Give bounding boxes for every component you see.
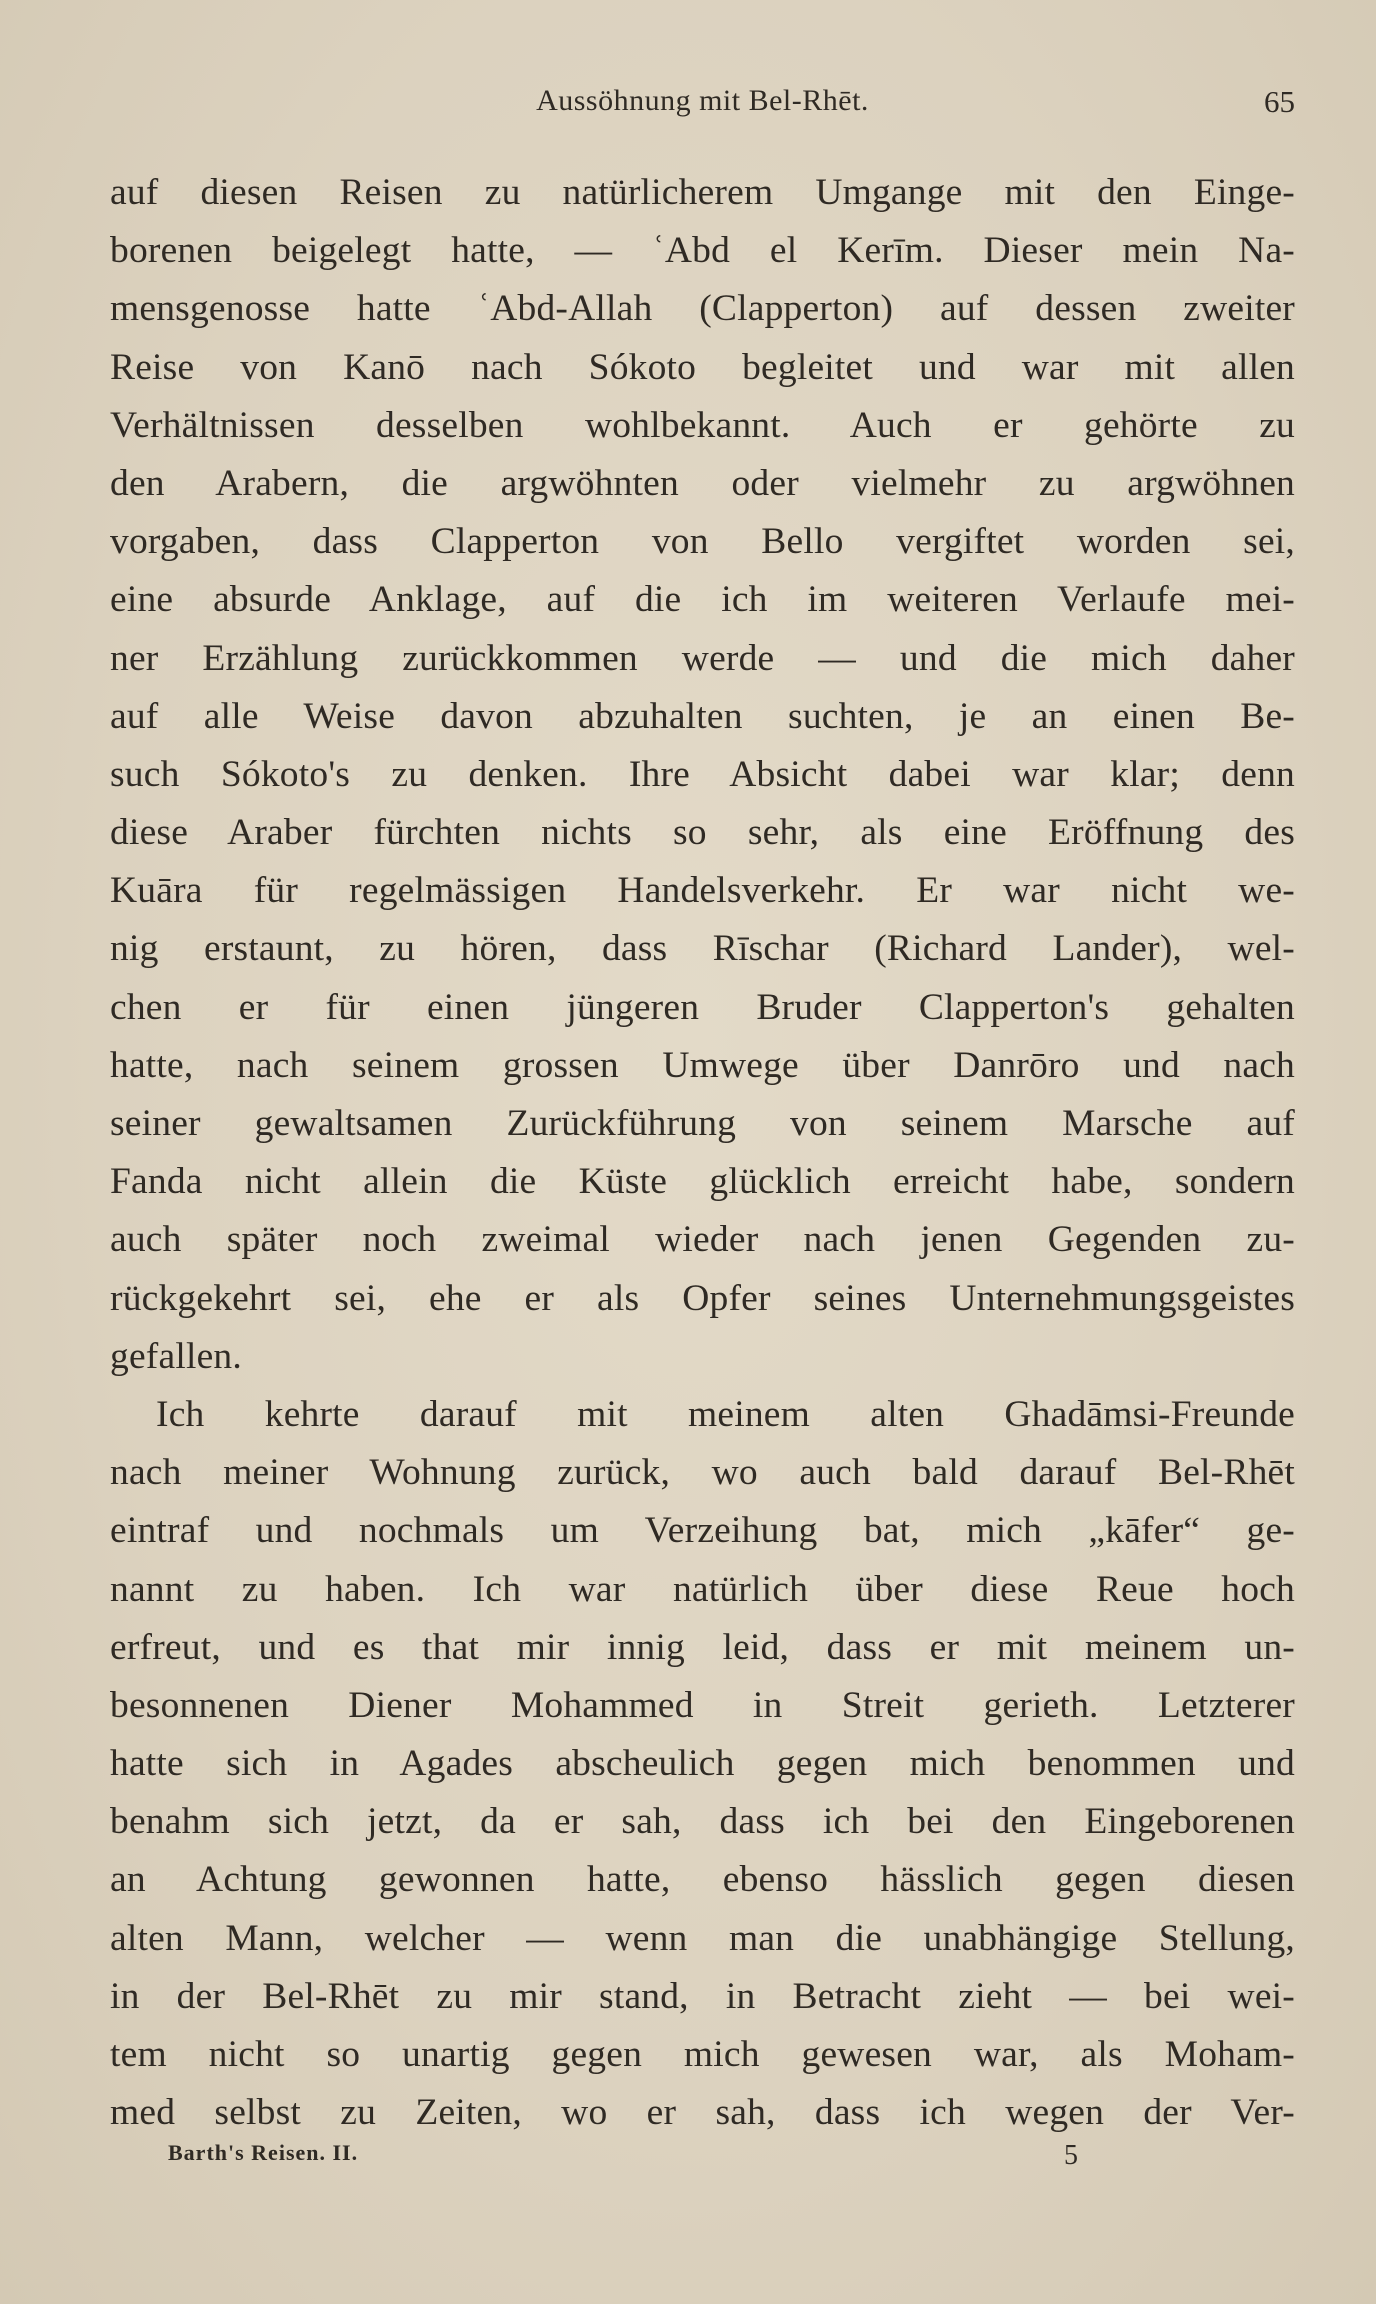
text-line: erfreut, und es that mir innig leid, dass er mit meinem un- — [110, 1626, 1295, 1668]
text-line: Fanda nicht allein die Küste glücklich erreicht habe, sondern — [110, 1161, 1295, 1203]
running-title: Aussöhnung mit Bel-Rhēt. — [536, 84, 869, 117]
text-line: tem nicht so unartig gegen mich gewesen war, als Moham- — [110, 2034, 1295, 2075]
text-line: Verhältnissen desselben wohlbekannt. Auch er gehörte zu — [110, 404, 1295, 446]
text-line: benahm sich jetzt, da er sah, dass ich bei den Eingeborenen — [110, 1801, 1295, 1843]
text-line: Reise von Kanō nach Sókoto begleitet und war mit allen — [110, 346, 1295, 388]
text-line: rückgekehrt sei, ehe er als Opfer seines Unternehmungsgeistes — [110, 1277, 1295, 1319]
text-line: vorgaben, dass Clapperton von Bello vergiftet worden sei, — [110, 521, 1295, 563]
text-line: alten Mann, welcher — wenn man die unabhängige Stellung, — [110, 1917, 1295, 1959]
text-line: den Arabern, die argwöhnten oder vielmehr zu argwöhnen — [110, 462, 1295, 504]
text-line: borenen beigelegt hatte, — ʿAbd el Kerīm. Dieser mein Na- — [110, 230, 1295, 272]
text-line: Ich kehrte darauf mit meinem alten Ghadāmsi-Freunde — [156, 1393, 1295, 1435]
text-line: hatte sich in Agades abscheulich gegen mich benommen und — [110, 1743, 1295, 1785]
text-line: Kuāra für regelmässigen Handelsverkehr. Er war nicht we- — [110, 870, 1295, 912]
text-line: diese Araber fürchten nichts so sehr, als eine Eröffnung des — [110, 812, 1295, 854]
text-line: mensgenosse hatte ʿAbd-Allah (Clapperton) auf dessen zweiter — [110, 288, 1295, 330]
text-line: nannt zu haben. Ich war natürlich über diese Reue hoch — [110, 1568, 1295, 1610]
text-line: chen er für einen jüngeren Bruder Clapperton's gehalten — [110, 986, 1295, 1028]
text-line: auch später noch zweimal wieder nach jenen Gegenden zu- — [110, 1219, 1295, 1261]
text-line: auf alle Weise davon abzuhalten suchten, je an einen Be- — [110, 695, 1295, 737]
text-line: auf diesen Reisen zu natürlicherem Umgange mit den Einge- — [110, 172, 1295, 213]
text-line: besonnenen Diener Mohammed in Streit gerieth. Letzterer — [110, 1684, 1295, 1726]
signature-mark: Barth's Reisen. II. — [168, 2140, 359, 2165]
text-line: such Sókoto's zu denken. Ihre Absicht dabei war klar; denn — [110, 753, 1295, 795]
text-line: seiner gewaltsamen Zurückführung von seinem Marsche auf — [110, 1103, 1295, 1144]
sheet-number: 5 — [1064, 2140, 1078, 2171]
text-line: eine absurde Anklage, auf die ich im weiteren Verlaufe mei- — [110, 579, 1295, 621]
page-footer — [168, 2140, 1088, 2176]
text-line: in der Bel-Rhēt zu mir stand, in Betracht zieht — bei wei- — [110, 1975, 1295, 2017]
text-line: hatte, nach seinem grossen Umwege über Danrōro und nach — [110, 1044, 1295, 1086]
text-line: eintraf und nochmals um Verzeihung bat, mich „kāfer“ ge- — [110, 1510, 1295, 1552]
running-head — [110, 84, 1295, 124]
body-text — [110, 164, 1295, 2142]
text-line: nig erstaunt, zu hören, dass Rīschar (Richard Lander), wel- — [110, 928, 1295, 970]
text-line: nach meiner Wohnung zurück, wo auch bald darauf Bel-Rhēt — [110, 1452, 1295, 1494]
text-line: med selbst zu Zeiten, wo er sah, dass ich wegen der Ver- — [110, 2092, 1295, 2134]
page-number: 65 — [1264, 84, 1295, 119]
text-line: ner Erzählung zurückkommen werde — und die mich daher — [110, 637, 1295, 679]
text-line: an Achtung gewonnen hatte, ebenso hässlich gegen diesen — [110, 1859, 1295, 1901]
text-line: gefallen. — [110, 1335, 242, 1377]
